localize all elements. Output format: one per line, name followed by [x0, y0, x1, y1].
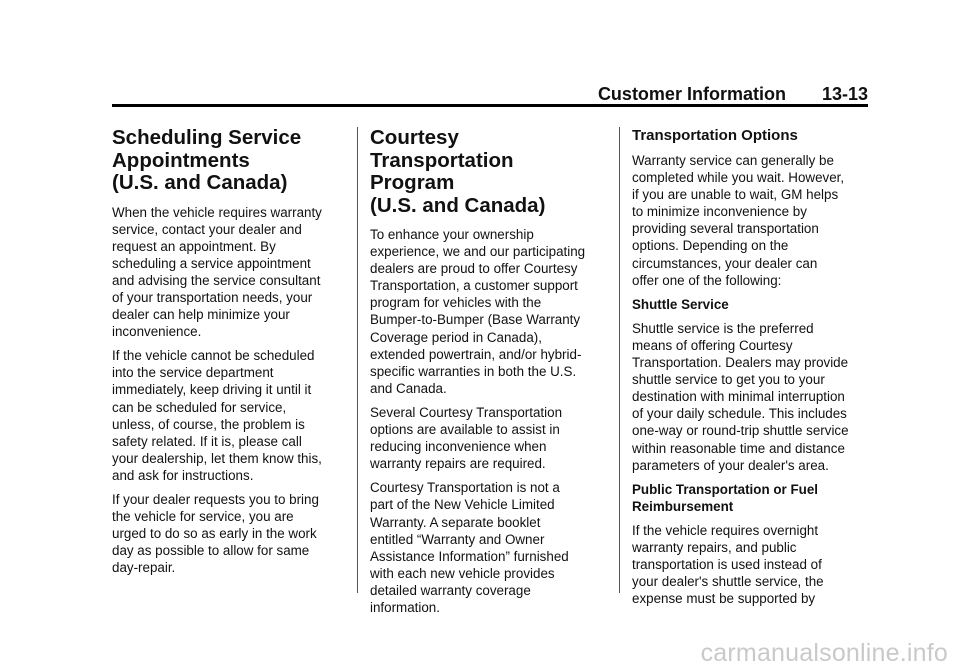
column-courtesy-transportation [370, 127, 602, 623]
subheading-shuttle-service: Shuttle Service [632, 296, 729, 312]
section-title: Customer Information [597, 83, 786, 104]
column-divider-2 [619, 127, 620, 593]
paragraph: Warranty service can generally be completed while you wait. However, if you are unable to wait, GM helps to minimize inconvenience by providing several transportation options. Depending on the circumstances, your dealer can offer one of the following: [632, 153, 845, 288]
header-rule [112, 104, 868, 107]
column-divider-1 [357, 127, 358, 593]
page-number: 13-13 [821, 83, 868, 104]
paragraph: Shuttle service is the preferred means of offering Courtesy Transportation. Dealers may provide shuttle service to get you to your destination with minimal interruption of your daily schedule. This includes one-way or round-trip shuttle service within reasonable time and distance parameters of your dealer's area. [632, 320, 849, 473]
column-scheduling-service [112, 127, 344, 583]
heading-courtesy-transportation: Courtesy Transportation Program (U.S. and Canada) [370, 126, 546, 217]
heading-transportation-options: Transportation Options [632, 127, 798, 144]
paragraph: If your dealer requests you to bring the vehicle for service, you are urged to do so as early in the work day as possible to allow for same day-repair. [112, 492, 319, 576]
column-transportation-options [632, 127, 864, 614]
paragraph: Courtesy Transportation is not a part of the New Vehicle Limited Warranty. A separate booklet entitled “Warranty and Owner Assistance Information” furnished with each new vehicle provides detailed warranty coverage information. [370, 480, 569, 615]
heading-scheduling-service: Scheduling Service Appointments (U.S. and Canada) [112, 126, 302, 194]
paragraph: Several Courtesy Transportation options are available to assist in reducing inconvenience when warranty repairs are required. [370, 404, 563, 472]
paragraph: If the vehicle cannot be scheduled into the service department immediately, keep driving it until it can be scheduled for service, unless, of course, the problem is safety related. If it is, please call your dealership, let them know this, and ask for instructions. [112, 348, 322, 483]
paragraph: If the vehicle requires overnight warranty repairs, and public transportation is used instead of your dealer's shuttle service, the expense must be supported by [632, 522, 824, 607]
paragraph: When the vehicle requires warranty service, contact your dealer and request an appointment. By scheduling a service appointment and advising the service consultant of your transportation needs, your dealer can help minimize your inconvenience. [112, 204, 322, 340]
watermark-text: carmanualsonline.info [700, 639, 948, 667]
paragraph: To enhance your ownership experience, we and our participating dealers are proud to offer Courtesy Transportation, a customer support program for vehicles with the Bumper-to-Bumper (Base Warranty Coverage period in Canada), extended powertrain, and/or hybrid- specific warranties in both the U.S. and Canada. [370, 227, 586, 396]
subheading-public-transportation: Public Transportation or Fuel Reimbursement [632, 481, 818, 514]
